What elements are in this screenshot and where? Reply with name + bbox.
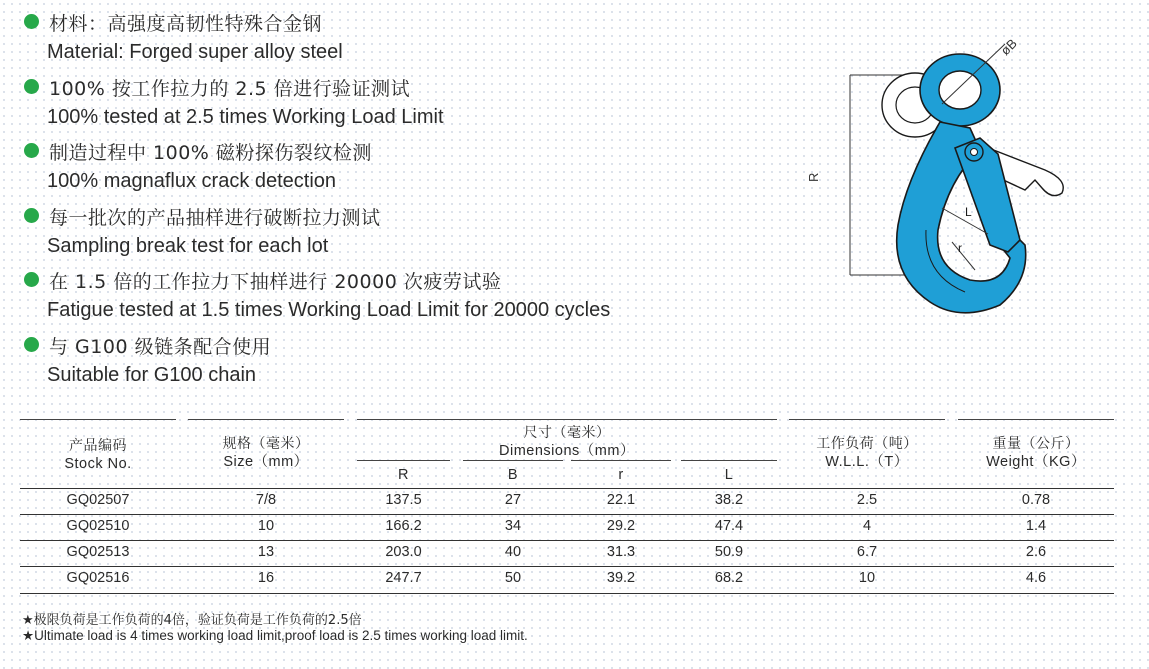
cell-size: 13 [257,544,275,560]
cell-weight: 2.6 [1025,544,1047,560]
table-row [20,541,1114,566]
row-divider [20,593,1114,594]
feature-cn: 100% 按工作拉力的 2.5 倍进行验证测试 [49,77,411,100]
cell-r-small: 39.2 [606,570,636,586]
feature-item [22,264,742,329]
bullet-icon [24,337,39,352]
feature-item [22,329,742,394]
table-row [20,489,1114,514]
feature-cn: 制造过程中 100% 磁粉探伤裂纹检测 [49,142,372,164]
header-stock-cn: 产品编码 [69,438,127,454]
header-size-cn: 规格（毫米） [222,436,310,452]
footnote-en: ★Ultimate load is 4 times working load limit,proof load is 2.5 times working load limit. [22,628,528,643]
header-wll-en: W.L.L.（T） [825,454,909,470]
cell-wll: 2.5 [856,492,878,508]
header-divider [789,419,945,420]
header-r-big: R [398,467,409,483]
cell-b: 27 [504,492,522,508]
cell-r-small: 31.3 [606,544,636,560]
header-divider [958,419,1114,420]
header-l: L [724,467,734,483]
bullet-icon [24,208,39,223]
cell-b: 34 [504,518,522,534]
header-size-en: Size（mm） [223,454,309,470]
header-divider [357,460,450,461]
cell-stock: GQ02510 [66,518,130,534]
cell-r-small: 29.2 [606,518,636,534]
bullet-icon [24,272,39,287]
feature-item [22,135,742,200]
cell-r-small: 22.1 [606,492,636,508]
cell-size: 10 [257,518,275,534]
header-weight-cn: 重量（公斤） [992,436,1080,452]
cell-b: 40 [504,544,522,560]
header-divider [20,419,176,420]
header-dim-en: Dimensions（mm） [499,443,635,459]
latch-pivot-pin [971,149,978,156]
header-stock-en: Stock No. [64,456,132,472]
cell-size: 7/8 [255,492,277,508]
cell-l: 38.2 [714,492,744,508]
header-weight-en: Weight（KG） [986,454,1086,470]
bullet-icon [24,14,39,29]
cell-b: 50 [504,570,522,586]
feature-en: 100% magnaflux crack detection [47,170,337,192]
cell-size: 16 [257,570,275,586]
cell-stock: GQ02516 [66,570,130,586]
feature-cn: 在 1.5 倍的工作拉力下抽样进行 20000 次疲劳试验 [49,271,502,293]
cell-stock: GQ02513 [66,544,130,560]
cell-r-big: 137.5 [385,492,422,508]
cell-r-big: 247.7 [385,570,422,586]
feature-en: Material: Forged super alloy steel [47,41,343,63]
header-r-small: r [618,467,624,483]
feature-cn: 材料：高强度高韧性特殊合金钢 [49,13,323,35]
label-r-big: R [806,172,821,182]
label-b: øB [997,35,1020,59]
header-divider [188,419,344,420]
header-divider [571,460,671,461]
cell-r-big: 203.0 [385,544,422,560]
feature-en: Suitable for G100 chain [47,363,257,386]
header-b: B [507,467,519,483]
dimension-line-r-small [952,242,975,270]
header-divider [681,460,777,461]
header-dim-cn: 尺寸（毫米） [523,425,611,441]
header-wll-cn: 工作负荷（吨） [816,436,918,452]
cell-stock: GQ02507 [66,492,130,508]
hook-diagram [806,30,1080,320]
cell-wll: 6.7 [856,544,878,560]
feature-en: Sampling break test for each lot [47,234,329,257]
footnote-cn: ★极限负荷是工作负荷的4倍，验证负荷是工作负荷的2.5倍 [22,613,362,628]
feature-item [22,71,742,136]
cell-r-big: 166.2 [385,518,422,534]
feature-item [22,200,742,265]
feature-list [22,6,742,393]
cell-l: 68.2 [714,570,744,586]
hook-eye-hole [939,71,981,109]
bullet-icon [24,143,39,158]
header-divider [357,419,777,420]
feature-cn: 与 G100 级链条配合使用 [49,335,272,358]
header-divider [463,460,563,461]
table-row [20,515,1114,540]
cell-l: 47.4 [714,518,744,534]
cell-wll: 10 [858,570,876,586]
feature-item [22,6,742,71]
feature-en: 100% tested at 2.5 times Working Load Limit [47,105,444,128]
cell-weight: 1.4 [1025,518,1047,534]
bullet-icon [24,79,39,94]
feature-en: Fatigue tested at 1.5 times Working Load Limit for 20000 cycles [47,299,611,321]
cell-l: 50.9 [714,544,744,560]
feature-cn: 每一批次的产品抽样进行破断拉力测试 [49,206,381,229]
cell-weight: 4.6 [1025,570,1047,586]
hook-latch [955,138,1020,252]
label-r-small: r [958,241,962,255]
cell-wll: 4 [862,518,872,534]
table-row [20,567,1114,592]
cell-weight: 0.78 [1021,492,1051,508]
label-l: L [965,205,972,219]
